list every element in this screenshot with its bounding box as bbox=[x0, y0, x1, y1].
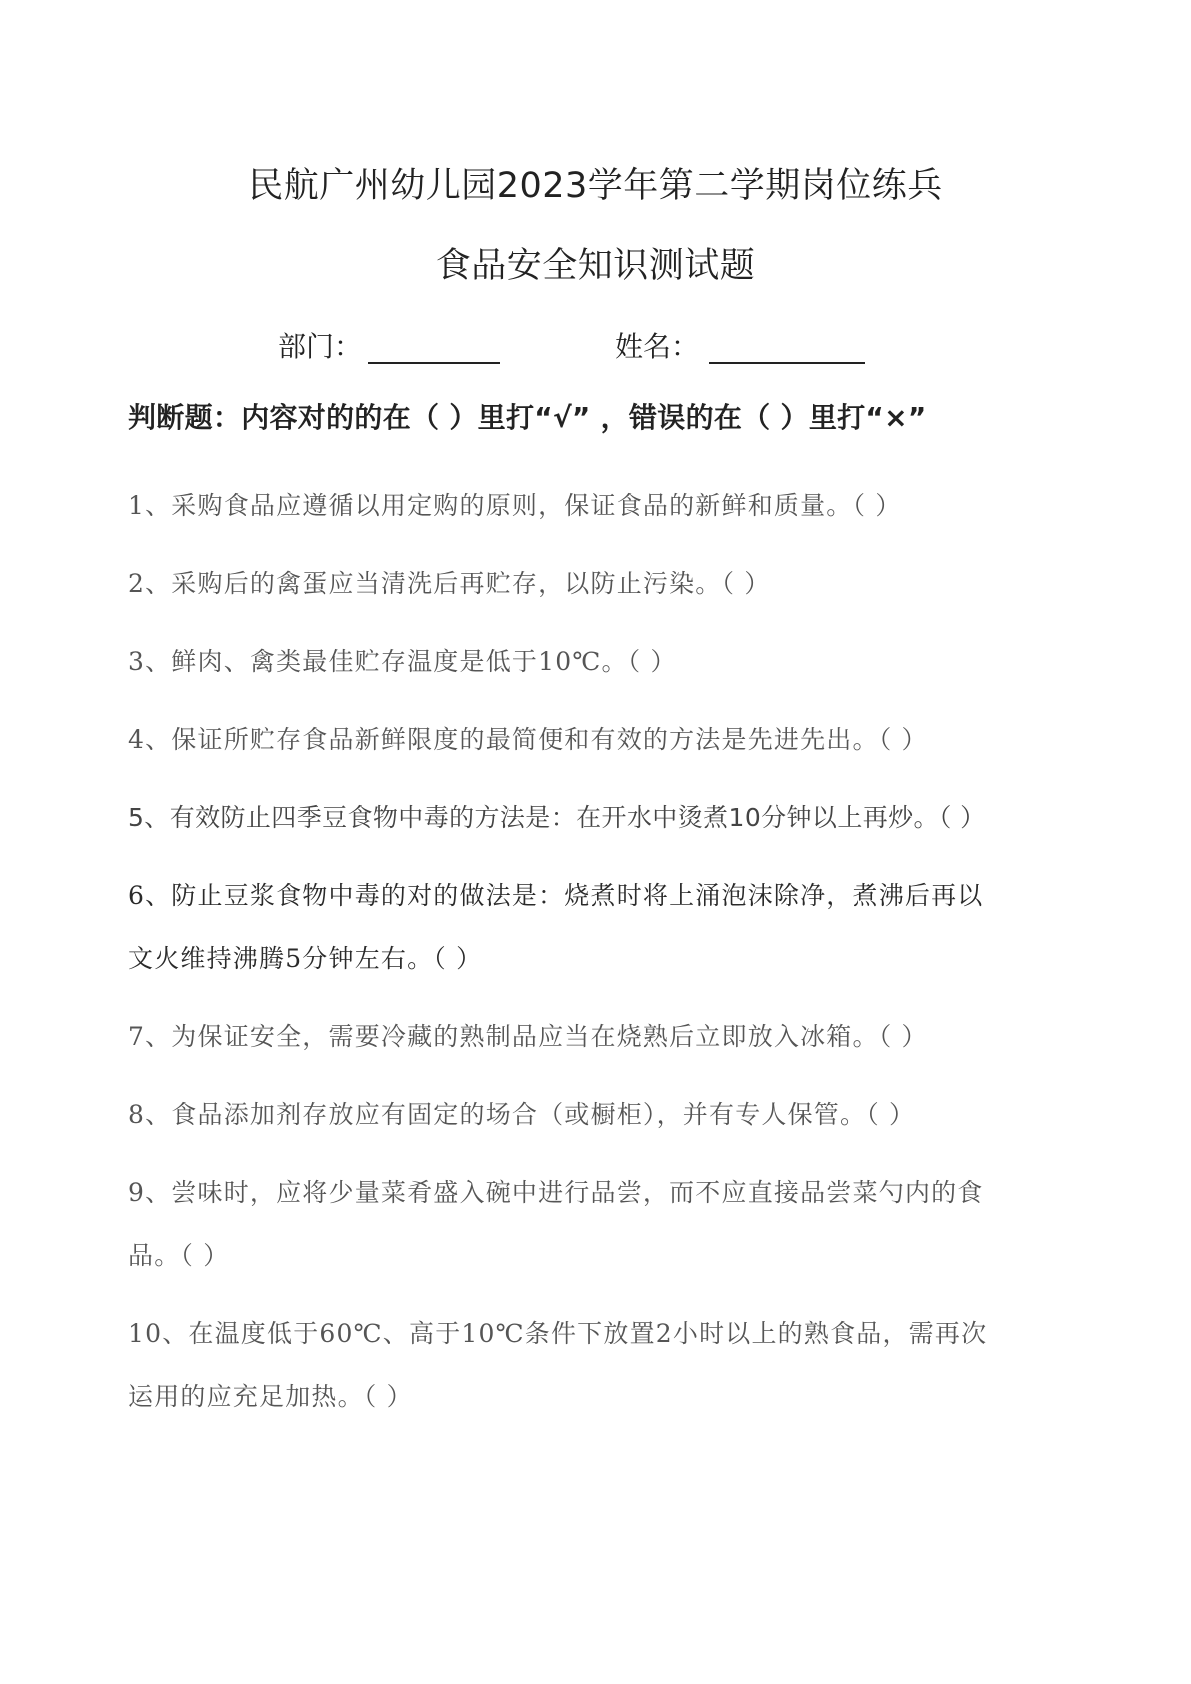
department-blank-line bbox=[368, 362, 500, 364]
question-2: 2、采购后的禽蛋应当清洗后再贮存，以防止污染。（ ） bbox=[128, 569, 771, 598]
name-blank-line bbox=[709, 362, 865, 364]
question-9-line-1: 9、尝味时，应将少量菜肴盛入碗中进行品尝，而不应直接品尝菜勺内的食 bbox=[128, 1178, 984, 1207]
question-6-line-1: 6、防止豆浆食物中毒的对的做法是：烧煮时将上涌泡沫除净，煮沸后再以 bbox=[128, 881, 984, 910]
question-8: 8、食品添加剂存放应有固定的场合（或橱柜），并有专人保管。（ ） bbox=[128, 1100, 916, 1129]
question-1: 1、采购食品应遵循以用定购的原则，保证食品的新鲜和质量。（ ） bbox=[128, 491, 902, 520]
document-title: 民航广州幼儿园2023学年第二学期岗位练兵 bbox=[248, 166, 943, 206]
question-10-line-2: 运用的应充足加热。（ ） bbox=[128, 1382, 413, 1411]
department-label: 部门： bbox=[278, 330, 363, 363]
question-10-line-1: 10、在温度低于60℃、高于10℃条件下放置2小时以上的熟食品，需再次 bbox=[128, 1319, 988, 1348]
question-4: 4、保证所贮存食品新鲜限度的最简便和有效的方法是先进先出。（ ） bbox=[128, 725, 928, 754]
question-3: 3、鲜肉、禽类最佳贮存温度是低于10℃。（ ） bbox=[128, 647, 677, 676]
question-5: 5、有效防止四季豆食物中毒的方法是：在开水中烫煮10分钟以上再炒。（ ） bbox=[128, 803, 986, 832]
question-6-line-2: 文火维持沸腾5分钟左右。（ ） bbox=[128, 944, 483, 973]
document-subtitle: 食品安全知识测试题 bbox=[435, 246, 756, 286]
question-7: 7、为保证安全，需要冷藏的熟制品应当在烧熟后立即放入冰箱。（ ） bbox=[128, 1022, 928, 1051]
name-label: 姓名： bbox=[615, 330, 700, 363]
instruction-heading: 判断题：内容对的的在（ ）里打“√” ，错误的在（ ）里打“×” bbox=[128, 401, 927, 434]
question-9-line-2: 品。（ ） bbox=[128, 1241, 230, 1270]
